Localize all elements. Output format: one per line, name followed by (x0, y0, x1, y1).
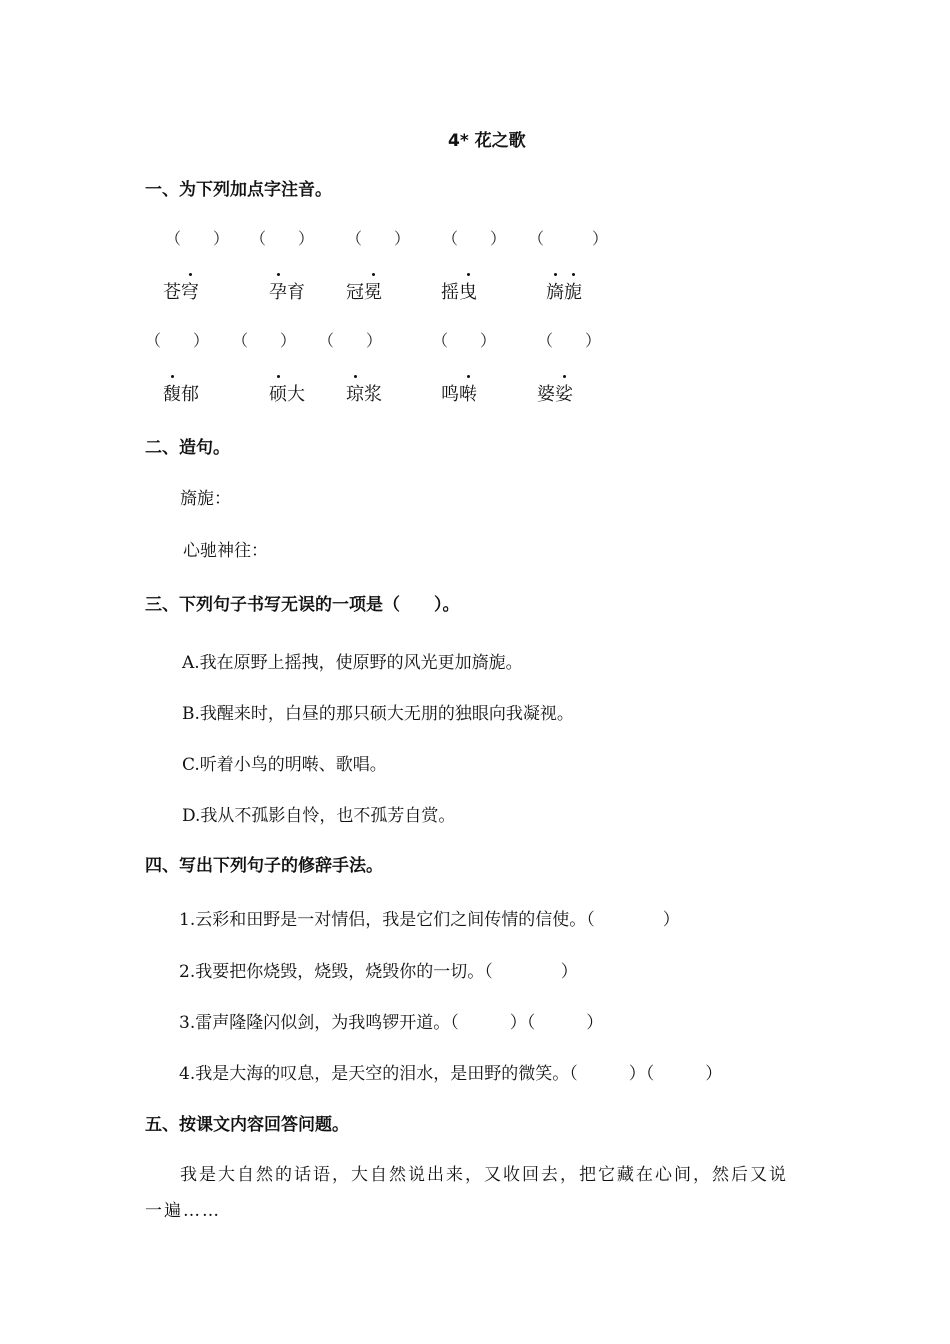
option-d: D.我从不孤影自怜，也不孤芳自赏。 (182, 806, 456, 826)
answer-paren: （ ） (528, 229, 609, 248)
section-1-heading: 一、为下列加点字注音。 (145, 180, 332, 200)
pinyin-word: 琼浆 (346, 380, 382, 406)
answer-paren: （ ） (537, 331, 602, 350)
pinyin-word: 婆娑 (537, 380, 573, 406)
pinyin-word: 旖旎 (546, 278, 582, 304)
pinyin-word: 鸣啭 (441, 380, 477, 406)
answer-paren: （ ） (232, 331, 297, 350)
section-3-heading: 三、下列句子书写无误的一项是（ ）。 (145, 595, 460, 615)
option-b: B.我醒来时，白昼的那只硕大无朋的独眼向我凝视。 (182, 704, 574, 724)
sentence-prompt: 心驰神往： (183, 541, 268, 561)
section-5-heading: 五、按课文内容回答问题。 (145, 1115, 349, 1135)
answer-paren: （ ） (165, 229, 230, 248)
pinyin-word: 苍穹 (163, 278, 199, 304)
rhetoric-item: 1.云彩和田野是一对情侣，我是它们之间传情的信使。（ ） (179, 910, 680, 930)
answer-paren: （ ） (346, 229, 411, 248)
answer-paren: （ ） (250, 229, 315, 248)
passage-line: 我是大自然的话语，大自然说出来，又收回去，把它藏在心间，然后又说 (180, 1165, 788, 1185)
rhetoric-item: 4.我是大海的叹息，是天空的泪水，是田野的微笑。（ ）（ ） (179, 1064, 723, 1084)
option-c: C.听着小鸟的明啭、歌唱。 (182, 755, 387, 775)
pinyin-word: 冠冕 (346, 278, 382, 304)
pinyin-word: 硕大 (269, 380, 305, 406)
sentence-prompt: 旖旎： (180, 489, 231, 509)
option-a: A.我在原野上摇拽，使原野的风光更加旖旎。 (182, 653, 523, 673)
page-title: 4* 花之歌 (448, 131, 526, 151)
section-4-heading: 四、写出下列句子的修辞手法。 (145, 856, 383, 876)
pinyin-word: 馥郁 (163, 380, 199, 406)
pinyin-word: 孕育 (269, 278, 305, 304)
passage-line: 一遍…… (145, 1201, 221, 1221)
section-2-heading: 二、造句。 (145, 438, 230, 458)
answer-paren: （ ） (318, 331, 383, 350)
answer-paren: （ ） (432, 331, 497, 350)
answer-paren: （ ） (145, 331, 210, 350)
answer-paren: （ ） (442, 229, 507, 248)
rhetoric-item: 2.我要把你烧毁，烧毁，烧毁你的一切。（ ） (179, 962, 578, 982)
rhetoric-item: 3.雷声隆隆闪似剑，为我鸣锣开道。（ ）（ ） (179, 1013, 604, 1033)
pinyin-word: 摇曳 (441, 278, 477, 304)
